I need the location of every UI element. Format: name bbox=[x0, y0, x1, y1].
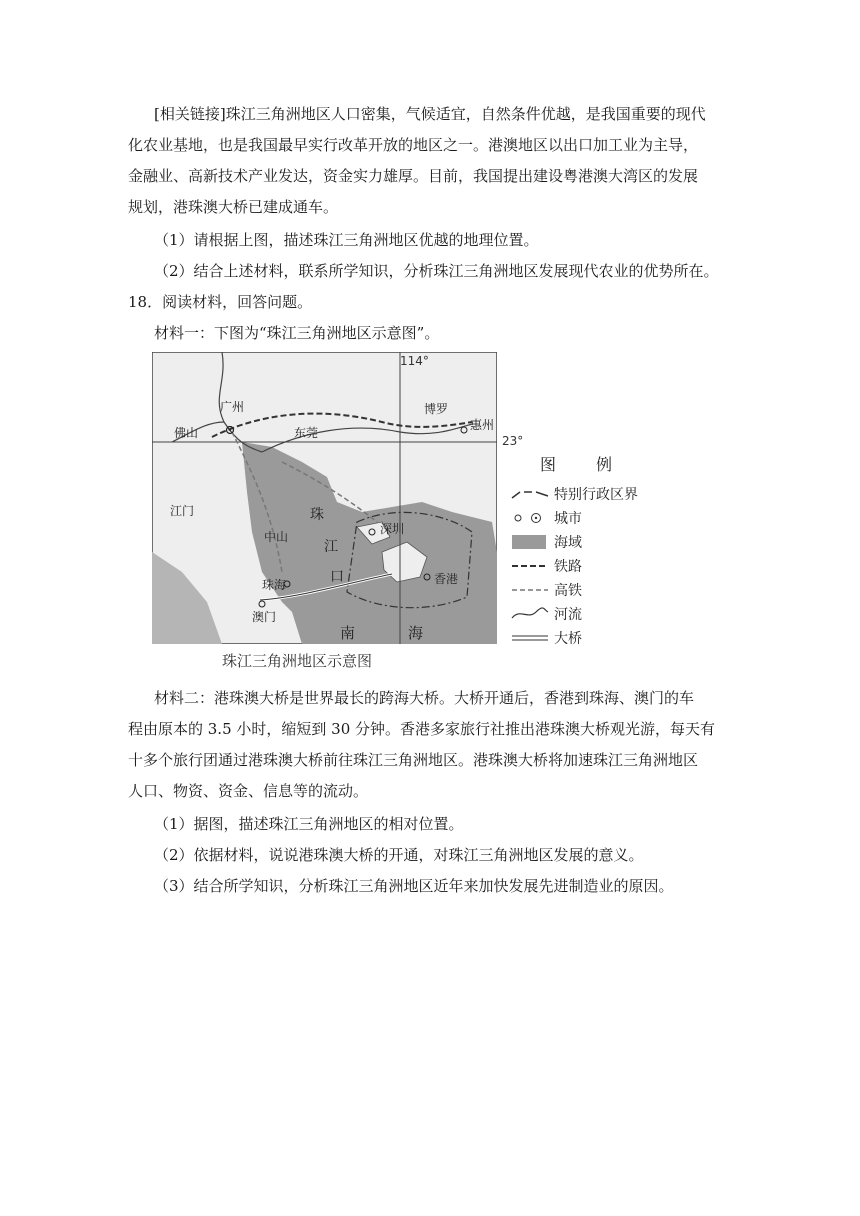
railway-icon bbox=[510, 558, 550, 574]
legend-label-sar-boundary: 特别行政区界 bbox=[554, 487, 638, 503]
bridge-icon bbox=[510, 630, 550, 646]
city-huizhou: 惠州 bbox=[470, 418, 495, 432]
water-label-kou: 口 bbox=[330, 569, 344, 585]
city-zhongshan: 中山 bbox=[264, 530, 289, 544]
city-shenzhen: 深圳 bbox=[380, 522, 405, 536]
water-label-nan: 南 bbox=[340, 624, 356, 642]
map-svg bbox=[152, 352, 497, 644]
river-icon bbox=[510, 606, 550, 622]
city-marker-guangzhou-dot bbox=[229, 429, 231, 431]
water-label-zhu: 珠 bbox=[310, 507, 324, 523]
q18-sub3: （3）结合所学知识，分析珠江三角洲地区近年来加快发展先进制造业的原因。 bbox=[154, 877, 674, 895]
material2-line-2: 程由原本的 3.5 小时，缩短到 30 分钟。香港多家旅行社推出港珠澳大桥观光游，每天有 bbox=[128, 720, 716, 738]
legend-label-sea: 海域 bbox=[554, 535, 582, 551]
intro-line-1: [相关链接]珠江三角洲地区人口密集，气候适宜，自然条件优越，是我国重要的现代 bbox=[154, 105, 706, 123]
city-zhuhai: 珠海 bbox=[262, 578, 287, 592]
city-guangzhou: 广州 bbox=[220, 400, 245, 414]
city-foshan: 佛山 bbox=[174, 426, 199, 440]
longitude-label: 114° bbox=[400, 354, 429, 368]
legend-item-sea bbox=[510, 532, 690, 552]
pearl-river-delta-map bbox=[152, 352, 524, 644]
legend-label-railway: 铁路 bbox=[554, 559, 582, 575]
hsr-icon bbox=[510, 582, 550, 598]
legend-item-river bbox=[510, 604, 690, 624]
legend-label-hsr: 高铁 bbox=[554, 583, 582, 599]
legend-item-railway bbox=[510, 556, 690, 576]
legend-label-bridge: 大桥 bbox=[554, 631, 582, 647]
legend-label-river: 河流 bbox=[554, 607, 582, 623]
legend-label-city: 城市 bbox=[554, 511, 582, 527]
q18-sub2: （2）依据材料，说说港珠澳大桥的开通，对珠江三角洲地区发展的意义。 bbox=[154, 846, 644, 864]
sar-boundary-icon bbox=[510, 486, 550, 502]
legend-item-bridge bbox=[510, 628, 690, 648]
city-dongguan: 东莞 bbox=[294, 426, 319, 440]
city-boluo: 博罗 bbox=[424, 402, 449, 416]
water-label-jiang: 江 bbox=[324, 539, 338, 555]
intro-line-3: 金融业、高新技术产业发达，资金实力雄厚。目前，我国提出建设粤港澳大湾区的发展 bbox=[128, 167, 699, 185]
water-label-hai: 海 bbox=[408, 624, 424, 642]
q18-heading: 18．阅读材料，回答问题。 bbox=[128, 293, 313, 311]
material2-line-1: 材料二：港珠澳大桥是世界最长的跨海大桥。大桥开通后，香港到珠海、澳门的车 bbox=[154, 689, 695, 707]
city-hongkong: 香港 bbox=[434, 572, 459, 586]
legend-title: 图例 bbox=[540, 455, 653, 474]
latitude-label: 23° bbox=[502, 434, 524, 448]
q17-sub2: （2）结合上述材料，联系所学知识，分析珠江三角洲地区发展现代农业的优势所在。 bbox=[154, 262, 719, 280]
city-jiangmen: 江门 bbox=[170, 504, 195, 518]
map-caption: 珠江三角洲地区示意图 bbox=[222, 652, 373, 670]
legend-item-hsr bbox=[510, 580, 690, 600]
city-macau: 澳门 bbox=[252, 610, 277, 624]
legend-item-city bbox=[510, 508, 690, 528]
material2-line-4: 人口、物资、资金、信息等的流动。 bbox=[128, 782, 369, 800]
sea-swatch-icon bbox=[510, 534, 550, 550]
q18-material1: 材料一：下图为“珠江三角洲地区示意图”。 bbox=[154, 324, 440, 342]
q18-sub1: （1）据图，描述珠江三角洲地区的相对位置。 bbox=[154, 815, 464, 833]
legend-item-sar-boundary bbox=[510, 484, 690, 504]
intro-line-2: 化农业基地，也是我国最早实行改革开放的地区之一。港澳地区以出口加工业为主导， bbox=[128, 136, 699, 154]
q17-sub1: （1）请根据上图，描述珠江三角洲地区优越的地理位置。 bbox=[154, 231, 539, 249]
city-icon bbox=[510, 510, 550, 526]
material2-line-3: 十多个旅行团通过港珠澳大桥前往珠江三角洲地区。港珠澳大桥将加速珠江三角洲地区 bbox=[128, 751, 699, 769]
intro-line-4: 规划，港珠澳大桥已建成通车。 bbox=[128, 198, 339, 216]
